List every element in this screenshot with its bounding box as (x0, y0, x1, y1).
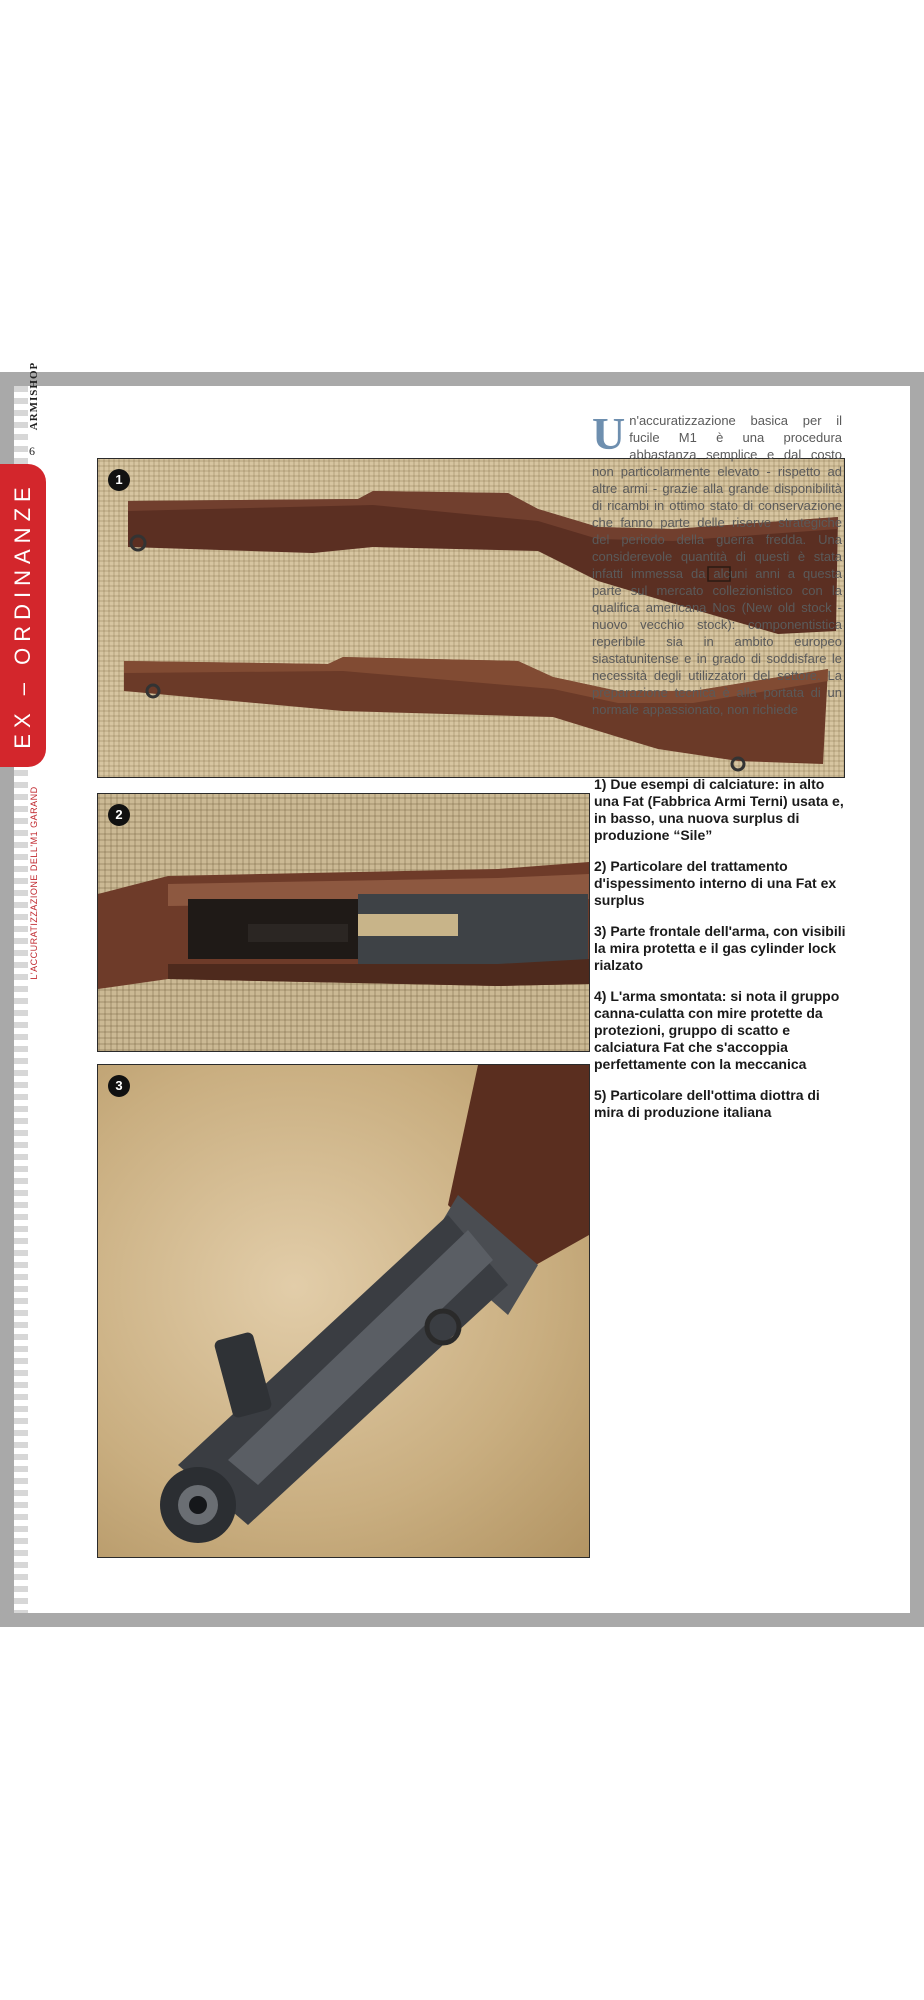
article-body (592, 408, 842, 718)
photo-number-badge: 1 (108, 469, 130, 491)
article-running-title: L'ACCURATIZZAZIONE DELL'M1 GARAND (29, 786, 39, 980)
page-number: 6 (29, 444, 35, 458)
photo-captions (594, 776, 846, 1135)
stock-interior-image (98, 794, 589, 1051)
section-label: EX – ORDINANZE (10, 481, 35, 749)
article-body-text: n'accuratizzazione basica per il fucile M1 è una procedura abbastanza semplice e dal costo non particolarmente elevato - rispetto ad altre armi - grazie alla grande disponibilità di ricambi in ottimo stato di conservazione che fanno parte delle riserve strategiche del periodo della guerra fredda. Una considerevole quantità di questi è stata infatti immessa da alcuni anni a questa parte sul mercato collezionistico con la qualifica americana Nos (New old stock - nuovo vecchio stock): componentistica reperibile sia in ambito europeo siastatunitense e in grado di soddisfare le necessità degli utilizzatori del settore. La preparazione tecnica è alla portata di un normale appassionato, non richiede (592, 413, 842, 717)
caption-3: 3) Parte frontale dell'arma, con visibili la mira protetta e il gas cylinder lock rialzato (594, 923, 846, 973)
photo-number-badge: 2 (108, 804, 130, 826)
caption-2: 2) Particolare del trattamento d'ispessimento interno di una Fat ex surplus (594, 858, 837, 908)
front-sight-image (98, 1065, 589, 1557)
drop-cap: U (592, 408, 626, 459)
caption-5: 5) Particolare dell'ottima diottra di mira di produzione italiana (594, 1087, 820, 1120)
photo-stock-interior (97, 793, 590, 1052)
caption-1: 1) Due esempi di calciature: in alto una Fat (Fabbrica Armi Terni) usata e, in basso, una nuova surplus di produzione “Sile” (594, 776, 844, 843)
photo-number-badge: 3 (108, 1075, 130, 1097)
caption-4: 4) L'arma smontata: si nota il gruppo canna-culatta con mire protette da protezioni, gruppo di scatto e calciatura Fat che s'accoppia perfettamente con la meccanica (594, 988, 840, 1072)
photo-front-sight (97, 1064, 590, 1558)
magazine-name: ARMISHOP (28, 361, 40, 431)
